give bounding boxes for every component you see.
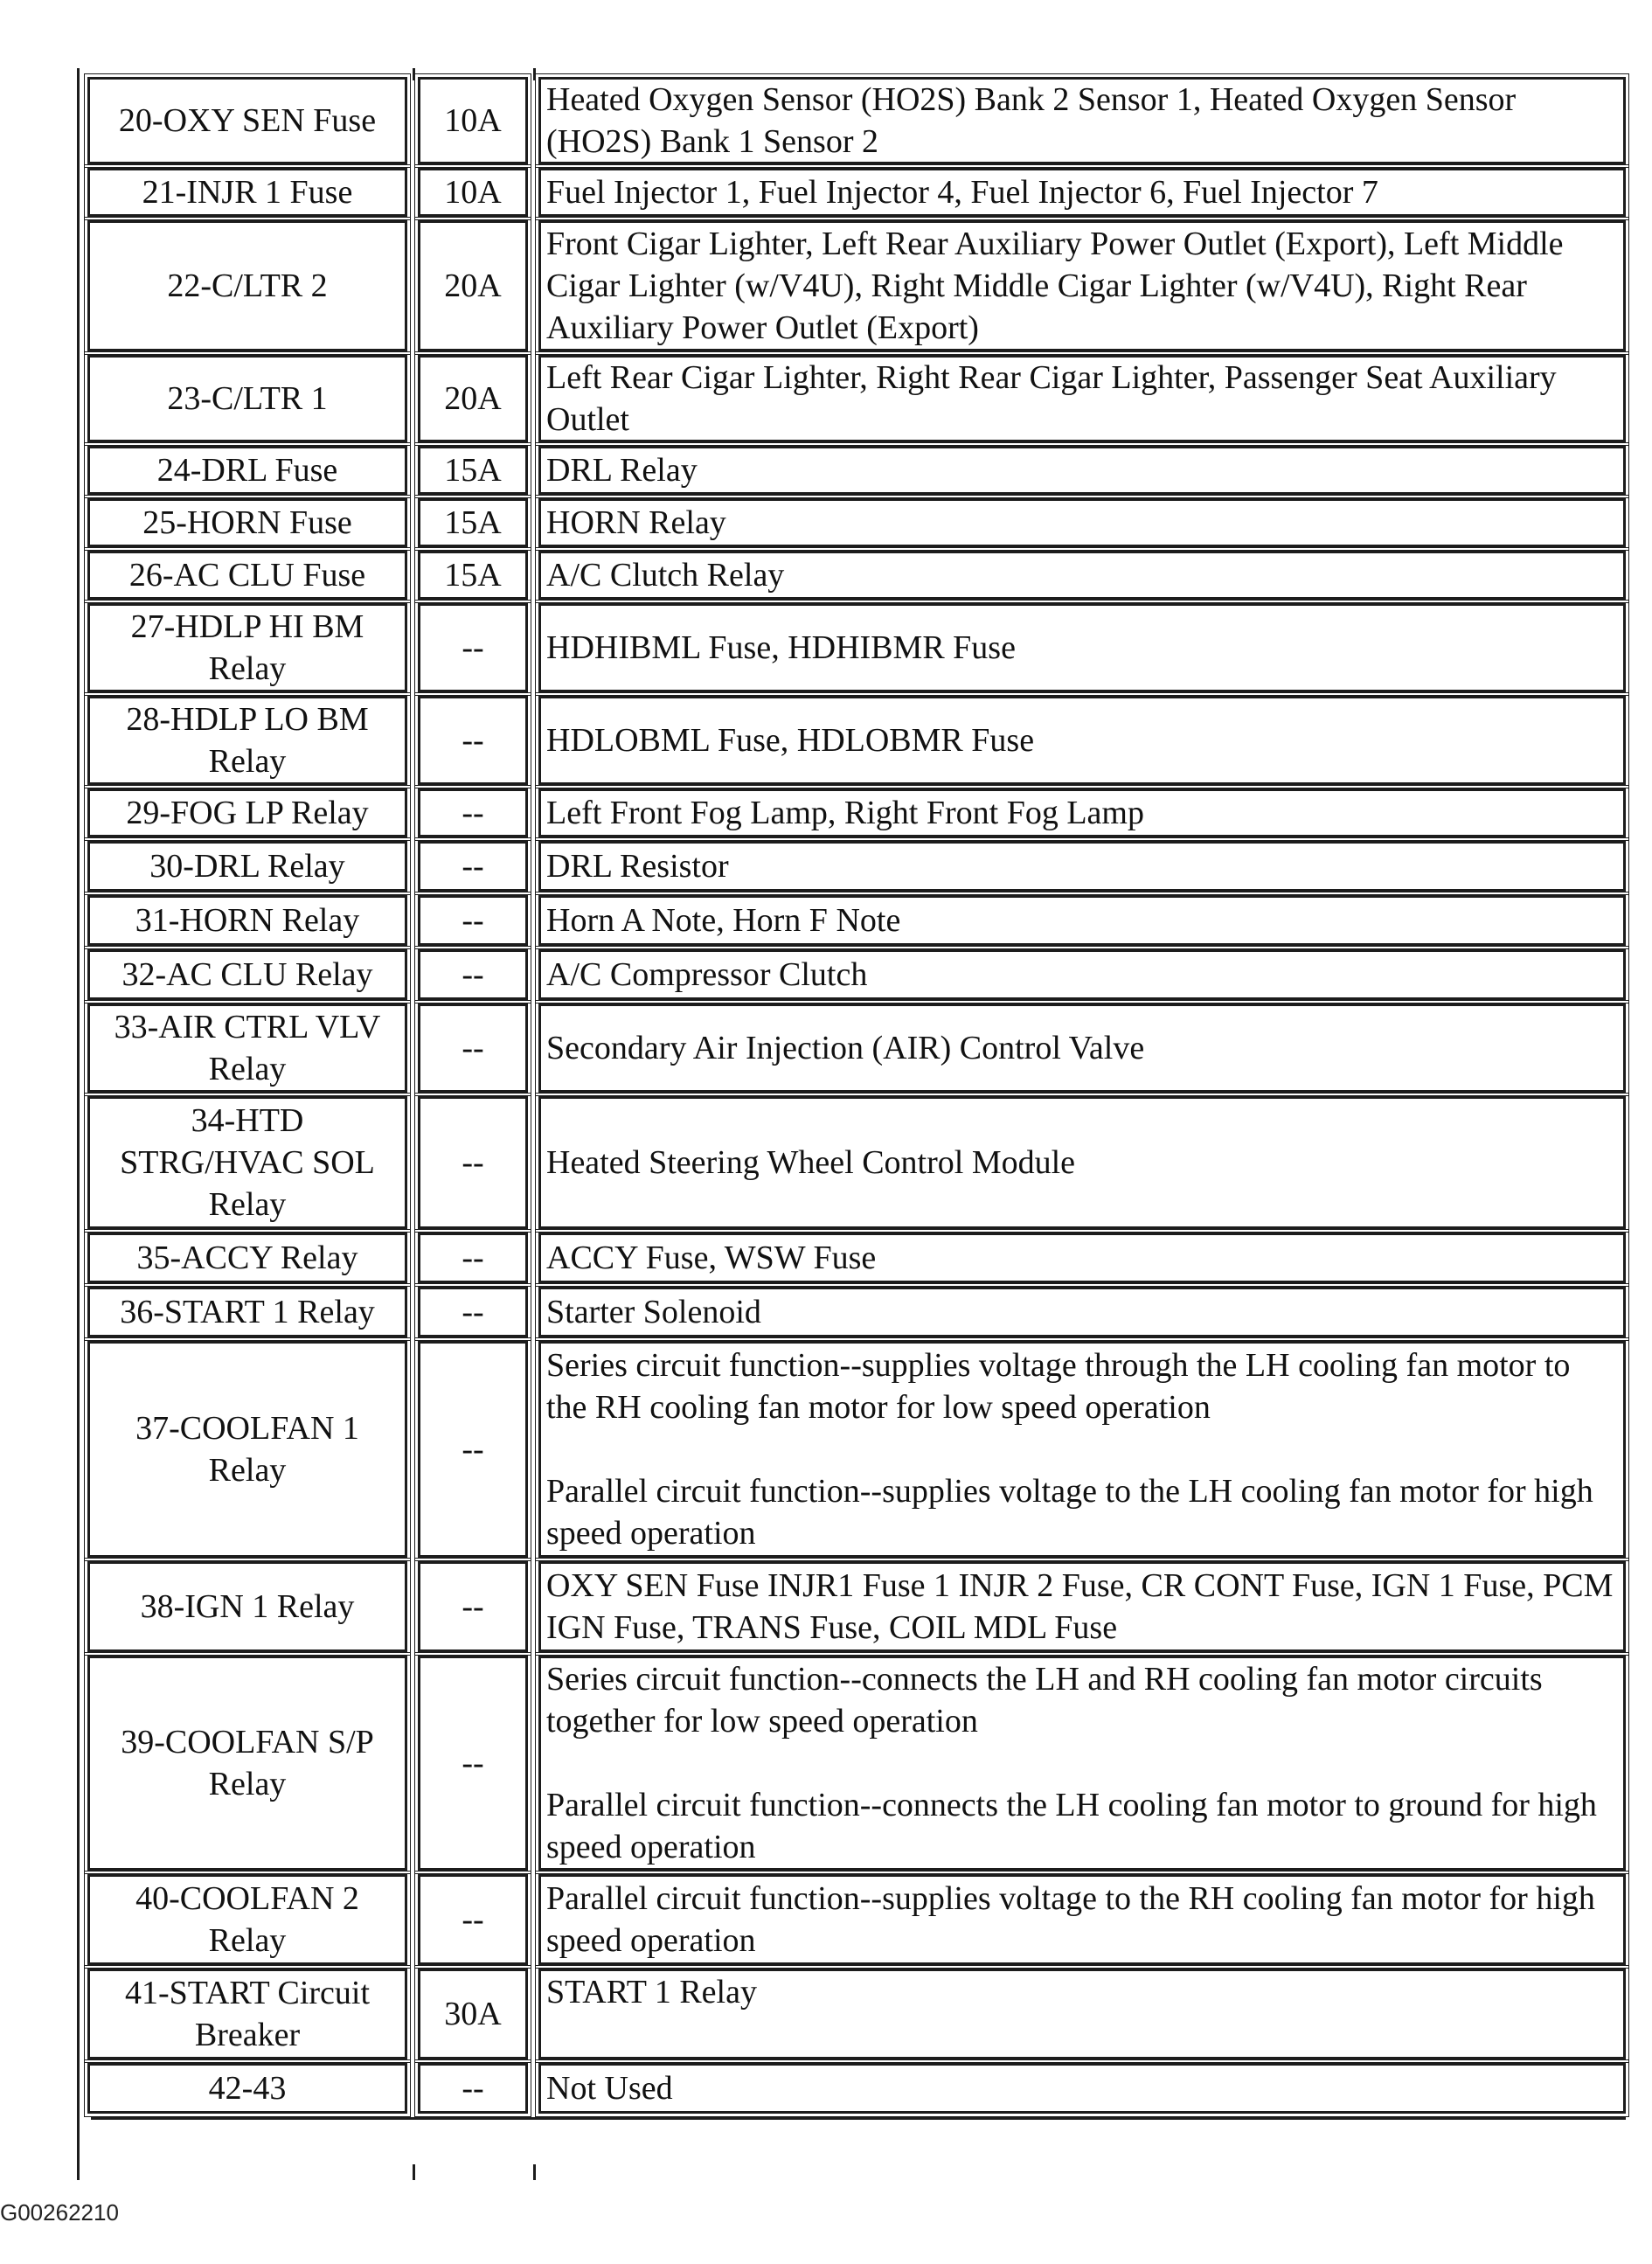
table-row <box>73 77 1626 164</box>
fuse-name-cell <box>87 949 407 1000</box>
rating-cell <box>418 77 528 164</box>
description-cell <box>538 220 1626 351</box>
rating-cell <box>418 788 528 837</box>
table-row <box>73 949 1626 1000</box>
fuse-name-cell <box>87 168 407 217</box>
fuse-name: 21-INJR 1 Fuse <box>142 174 353 211</box>
fuse-name-cell <box>87 355 407 442</box>
table-rail <box>91 2117 1626 2180</box>
description-cell <box>538 788 1626 837</box>
fuse-name: 34-HTD STRG/HVAC SOL Relay <box>120 1102 375 1223</box>
fuse-name: 25-HORN Fuse <box>142 504 352 541</box>
table-row <box>73 1004 1626 1093</box>
fuse-name-cell <box>87 895 407 946</box>
rating-cell <box>418 1561 528 1652</box>
fuse-name: 26-AC CLU Fuse <box>128 557 366 594</box>
fuse-name-cell <box>87 696 407 785</box>
rating-cell <box>418 220 528 351</box>
rating-cell <box>418 551 528 600</box>
fuse-description: A/C Clutch Relay <box>546 557 785 594</box>
fuse-name-cell <box>87 220 407 351</box>
fuse-name: 40-COOLFAN 2 Relay <box>135 1880 359 1959</box>
fuse-name: 22-C/LTR 2 <box>167 267 328 304</box>
rating-cell <box>418 895 528 946</box>
description-cell <box>538 1341 1626 1558</box>
fuse-name-cell <box>87 551 407 600</box>
fuse-rating: -- <box>462 629 484 666</box>
fuse-name-cell <box>87 788 407 837</box>
rating-cell <box>418 603 528 692</box>
description-cell <box>538 949 1626 1000</box>
table-row <box>73 1656 1626 1871</box>
fuse-name-cell <box>87 1656 407 1871</box>
description-cell <box>538 1233 1626 1283</box>
table-row <box>73 168 1626 217</box>
table-row <box>73 446 1626 495</box>
table-row <box>73 1287 1626 1337</box>
fuse-description-second: Parallel circuit function--supplies voltage to the LH cooling fan motor for high speed operation <box>546 1473 1593 1552</box>
rating-cell <box>418 498 528 547</box>
fuse-name-cell <box>87 1561 407 1652</box>
fuse-name: 42-43 <box>208 2070 287 2107</box>
fuse-name-cell <box>87 1969 407 2059</box>
rating-cell <box>418 1874 528 1965</box>
fuse-name-cell <box>87 77 407 164</box>
rating-cell <box>418 1096 528 1229</box>
fuse-rating: 15A <box>444 452 502 489</box>
table-row <box>73 1874 1626 1965</box>
description-cell <box>538 355 1626 442</box>
fuse-name: 29-FOG LP Relay <box>126 795 369 831</box>
fuse-rating: -- <box>462 1901 484 1938</box>
fuse-name: 39-COOLFAN S/P Relay <box>121 1724 374 1802</box>
table-row <box>73 1096 1626 1229</box>
fuse-rating: 10A <box>444 102 502 139</box>
description-cell <box>538 498 1626 547</box>
fuse-name: 32-AC CLU Relay <box>121 956 373 993</box>
rating-cell <box>418 1004 528 1093</box>
fuse-description: Starter Solenoid <box>546 1294 761 1330</box>
table-row <box>73 1233 1626 1283</box>
description-cell <box>538 1096 1626 1229</box>
fuse-name-cell <box>87 841 407 892</box>
table-row <box>73 603 1626 692</box>
rating-cell <box>418 1341 528 1558</box>
description-cell <box>538 1561 1626 1652</box>
fuse-name: 27-HDLP HI BM Relay <box>130 608 364 687</box>
fuse-rating: 15A <box>444 557 502 594</box>
description-cell <box>538 1656 1626 1871</box>
fuse-rating: -- <box>462 1431 484 1468</box>
table-row <box>73 1561 1626 1652</box>
fuse-rating: 20A <box>444 380 502 417</box>
fuse-rating: 10A <box>444 174 502 211</box>
fuse-description: HORN Relay <box>546 504 726 541</box>
rating-cell <box>418 1969 528 2059</box>
description-cell <box>538 77 1626 164</box>
table-row <box>73 498 1626 547</box>
fuse-name: 30-DRL Relay <box>149 848 345 885</box>
fuse-description: Parallel circuit function--supplies voltage to the RH cooling fan motor for high speed operation <box>546 1880 1595 1959</box>
fuse-rating: 15A <box>444 504 502 541</box>
fuse-rating: -- <box>462 1240 484 1276</box>
fuse-description: DRL Resistor <box>546 848 729 885</box>
fuse-rating: 20A <box>444 267 502 304</box>
description-cell <box>538 1004 1626 1093</box>
fuse-description: Horn A Note, Horn F Note <box>546 902 901 939</box>
fuse-name: 33-AIR CTRL VLV Relay <box>114 1009 381 1087</box>
fuse-name-cell <box>87 498 407 547</box>
fuse-name-cell <box>87 1341 407 1558</box>
fuse-name: 38-IGN 1 Relay <box>140 1588 355 1625</box>
fuse-description: HDLOBML Fuse, HDLOBMR Fuse <box>546 722 1035 759</box>
fuse-rating: -- <box>462 1144 484 1181</box>
fuse-name: 41-START Circuit Breaker <box>124 1975 371 2053</box>
fuse-name: 24-DRL Fuse <box>156 452 338 489</box>
description-cell <box>538 603 1626 692</box>
fuse-name: 36-START 1 Relay <box>120 1294 375 1330</box>
description-cell <box>538 1874 1626 1965</box>
fuse-name: 23-C/LTR 1 <box>167 380 328 417</box>
fuse-description: Series circuit function--connects the LH and RH cooling fan motor circuits together for low speed operation <box>546 1661 1543 1740</box>
fuse-name-cell <box>87 603 407 692</box>
description-cell <box>538 2063 1626 2114</box>
fuse-rating: -- <box>462 956 484 993</box>
fuse-description: OXY SEN Fuse INJR1 Fuse 1 INJR 2 Fuse, CR CONT Fuse, IGN 1 Fuse, PCM IGN Fuse, TRANS Fuse, COIL MDL Fuse <box>546 1567 1614 1646</box>
fuse-rating: -- <box>462 1588 484 1625</box>
fuse-description: Left Front Fog Lamp, Right Front Fog Lamp <box>546 795 1144 831</box>
fuse-description: START 1 Relay <box>546 1974 757 2011</box>
fuse-rating: -- <box>462 1030 484 1066</box>
fuse-description: Series circuit function--supplies voltage through the LH cooling fan motor to the RH cooling fan motor for low speed operation <box>546 1347 1571 1426</box>
fuse-description: A/C Compressor Clutch <box>546 956 868 993</box>
rating-cell <box>418 2063 528 2114</box>
description-cell <box>538 1287 1626 1337</box>
fuse-name-cell <box>87 2063 407 2114</box>
fuse-name: 28-HDLP LO BM Relay <box>126 701 369 780</box>
rating-cell <box>418 355 528 442</box>
table-row <box>73 788 1626 837</box>
rating-cell <box>418 841 528 892</box>
table-row <box>73 841 1626 892</box>
fuse-description: Heated Steering Wheel Control Module <box>546 1144 1076 1181</box>
fuse-name: 37-COOLFAN 1 Relay <box>135 1410 359 1489</box>
table-row <box>73 355 1626 442</box>
figure-id: G00262210 <box>0 2199 119 2226</box>
fuse-rating: -- <box>462 795 484 831</box>
description-cell <box>538 841 1626 892</box>
fuse-rating: -- <box>462 1745 484 1781</box>
rating-cell <box>418 446 528 495</box>
fuse-description: Front Cigar Lighter, Left Rear Auxiliary Power Outlet (Export), Left Middle Cigar Lighter (w/V4U), Right Middle Cigar Lighter (w/V4U), Right Rear Auxiliary Power Outlet (Export) <box>546 226 1564 346</box>
fuse-rating: -- <box>462 1294 484 1330</box>
rating-cell <box>418 696 528 785</box>
fuse-description: Fuel Injector 1, Fuel Injector 4, Fuel Injector 6, Fuel Injector 7 <box>546 174 1378 211</box>
description-cell <box>538 446 1626 495</box>
table-row <box>73 1341 1626 1558</box>
fuse-name-cell <box>87 446 407 495</box>
fuse-description: ACCY Fuse, WSW Fuse <box>546 1240 877 1276</box>
table-row <box>73 895 1626 946</box>
fuse-rating: -- <box>462 2070 484 2107</box>
rating-cell <box>418 949 528 1000</box>
fuse-rating: 30A <box>444 1996 502 2032</box>
fuse-description: Secondary Air Injection (AIR) Control Valve <box>546 1030 1145 1066</box>
fuse-description-second: Parallel circuit function--connects the LH cooling fan motor to ground for high speed operation <box>546 1787 1597 1865</box>
rating-cell <box>418 168 528 217</box>
fuse-name-cell <box>87 1874 407 1965</box>
fuse-name: 20-OXY SEN Fuse <box>118 102 377 139</box>
fuse-rating: -- <box>462 848 484 885</box>
rating-cell <box>418 1233 528 1283</box>
fuse-name: 31-HORN Relay <box>135 902 360 939</box>
description-cell <box>538 696 1626 785</box>
table-row <box>73 2063 1626 2114</box>
fuse-rating: -- <box>462 902 484 939</box>
fuse-name-cell <box>87 1004 407 1093</box>
fuse-rating: -- <box>462 722 484 759</box>
fuse-name-cell <box>87 1233 407 1283</box>
table-row <box>73 551 1626 600</box>
fuse-description: HDHIBML Fuse, HDHIBMR Fuse <box>546 629 1016 666</box>
fuse-name: 35-ACCY Relay <box>136 1240 358 1276</box>
description-cell <box>538 168 1626 217</box>
rating-cell <box>418 1287 528 1337</box>
rating-cell <box>418 1656 528 1871</box>
table-row <box>73 696 1626 785</box>
description-cell <box>538 1969 1626 2059</box>
fuse-description: Left Rear Cigar Lighter, Right Rear Cigar Lighter, Passenger Seat Auxiliary Outlet <box>546 359 1557 438</box>
fuse-name-cell <box>87 1096 407 1229</box>
description-cell <box>538 895 1626 946</box>
table-row <box>73 220 1626 351</box>
fuse-description: Not Used <box>546 2070 673 2107</box>
fuse-description: Heated Oxygen Sensor (HO2S) Bank 2 Sensor 1, Heated Oxygen Sensor (HO2S) Bank 1 Sensor 2 <box>546 81 1517 160</box>
fuse-description: DRL Relay <box>546 452 698 489</box>
description-cell <box>538 551 1626 600</box>
table-row <box>73 1969 1626 2059</box>
fuse-name-cell <box>87 1287 407 1337</box>
fuse-relay-table <box>73 68 1626 2180</box>
